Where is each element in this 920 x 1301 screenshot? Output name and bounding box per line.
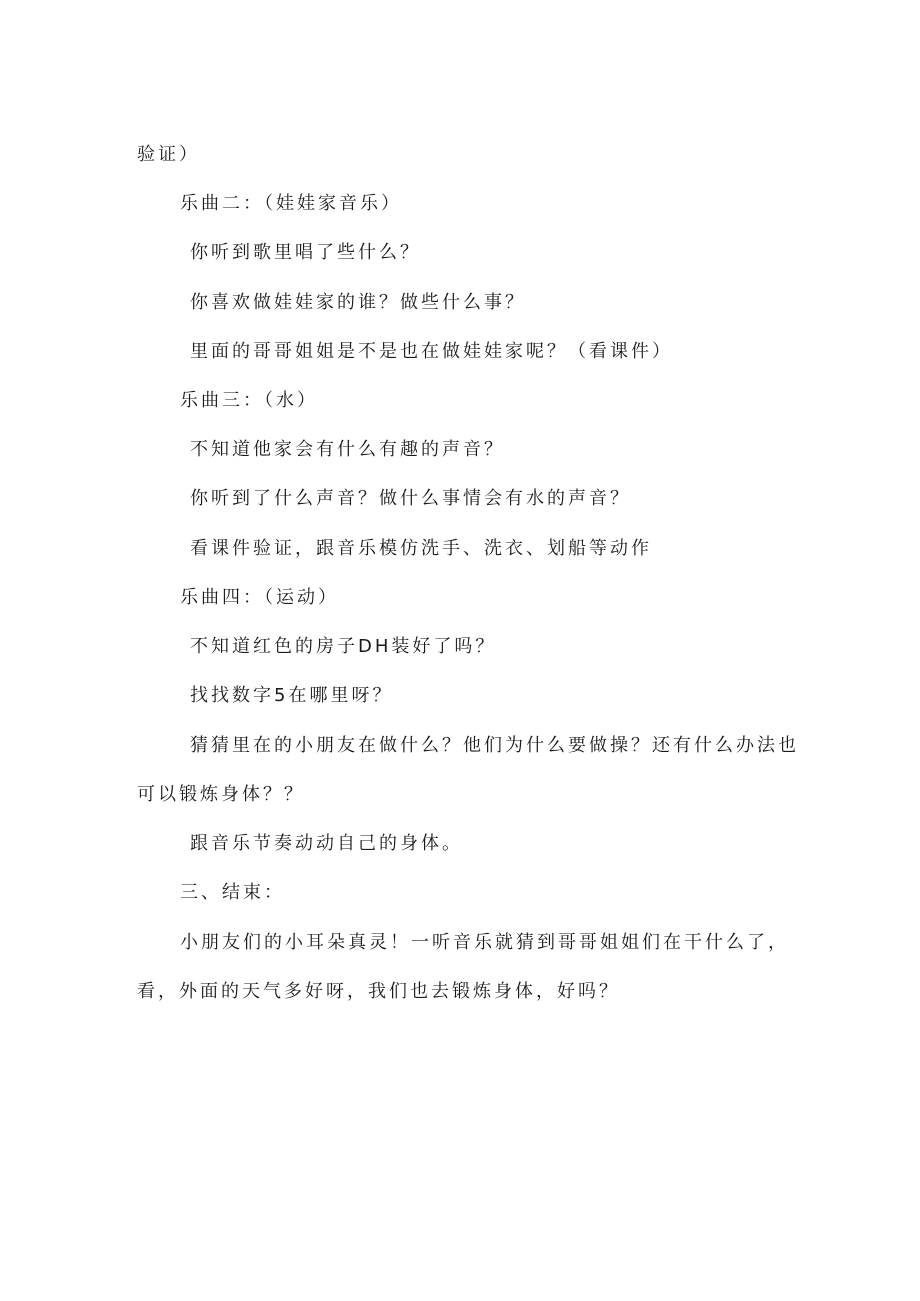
paragraph-line-continued: 看，外面的天气多好呀，我们也去锻炼身体，好吗？ <box>137 981 620 1002</box>
paragraph-line: 小朋友们的小耳朵真灵！一听音乐就猜到哥哥姐姐们在干什么了， <box>180 932 789 953</box>
question-line: 不知道他家会有什么有趣的声音？ <box>190 439 505 460</box>
question-line: 找找数字5在哪里呀？ <box>190 685 394 706</box>
question-line: 你听到了什么声音？做什么事情会有水的声音？ <box>190 488 631 509</box>
section-heading-song-2: 乐曲二：（娃娃家音乐） <box>180 193 402 214</box>
question-line: 你喜欢做娃娃家的谁？做些什么事？ <box>190 292 526 313</box>
instruction-line: 跟音乐节奏动动自己的身体。 <box>190 833 463 854</box>
text-line-1: 验证） <box>137 144 200 165</box>
question-line: 猜猜里在的小朋友在做什么？他们为什么要做操？还有什么办法也 <box>190 735 799 756</box>
section-heading-conclusion: 三、结束： <box>180 882 285 903</box>
section-heading-song-3: 乐曲三：（水） <box>180 390 318 411</box>
question-line: 你听到歌里唱了些什么？ <box>190 242 421 263</box>
question-line: 里面的哥哥姐姐是不是也在做娃娃家呢？（看课件） <box>190 341 673 362</box>
question-line: 不知道红色的房子DH装好了吗？ <box>190 636 497 657</box>
question-line-continued: 可以锻炼身体？？ <box>137 784 305 805</box>
instruction-line: 看课件验证，跟音乐模仿洗手、洗衣、划船等动作 <box>190 538 652 559</box>
section-heading-song-4: 乐曲四：（运动） <box>180 587 339 608</box>
